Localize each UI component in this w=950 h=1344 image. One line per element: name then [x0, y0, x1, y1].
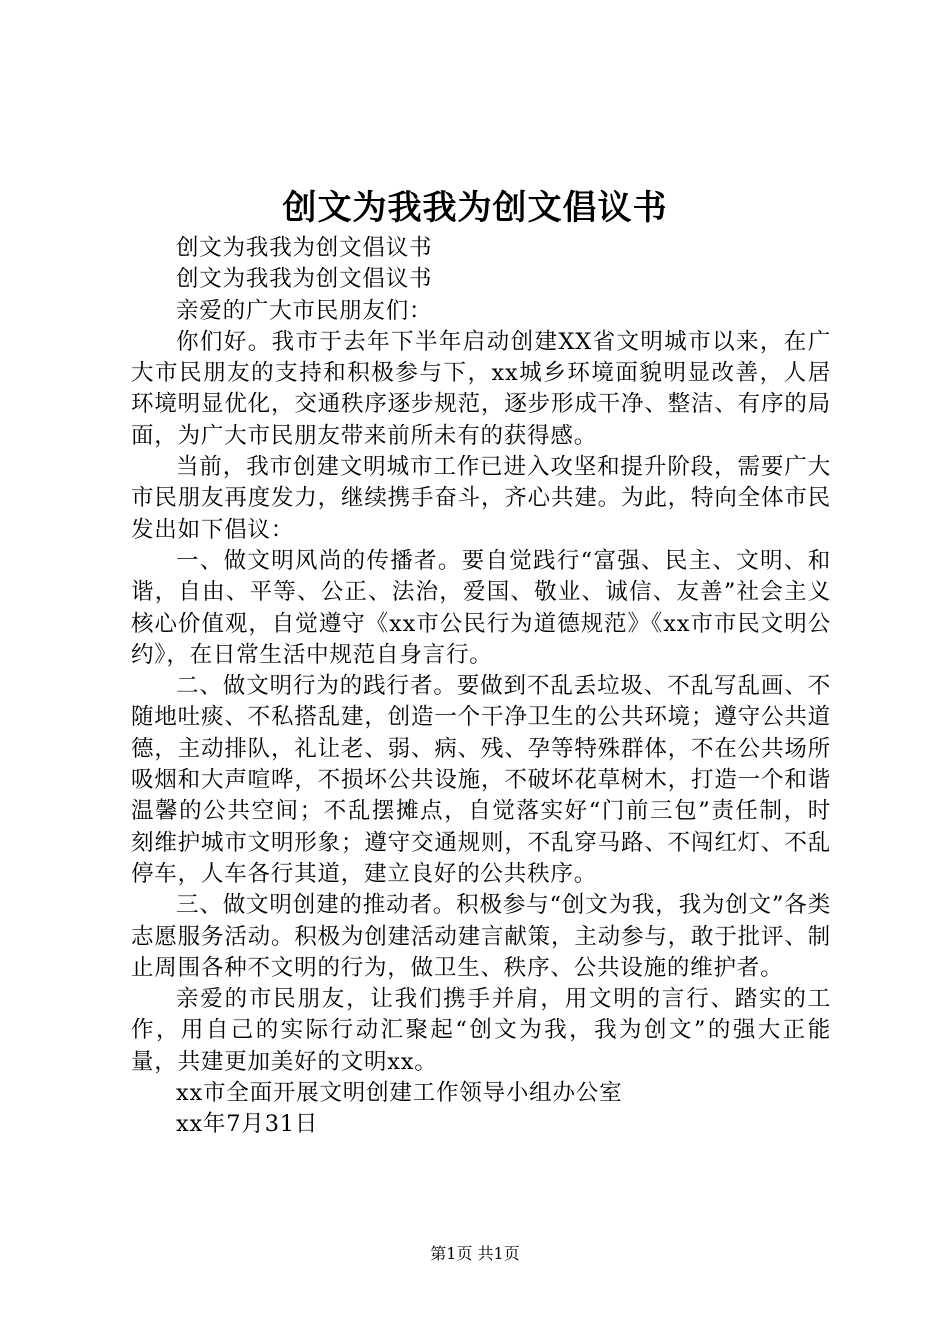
paragraph-proposal-1: 一、做文明风尚的传播者。要自觉践行“富强、民主、文明、和谐，自由、平等、公正、法治，爱国、敬业、诚信、友善”社会主义核心价值观，自觉遵守《xx市公民行为道德规范》《xx市市民文明公约》，在日常生活中规范自身言行。 [131, 547, 831, 668]
paragraph-proposal-3: 三、做文明创建的推动者。积极参与“创文为我，我为创文”各类志愿服务活动。积极为创建活动建言献策，主动参与，敢于批评、制止周围各种不文明的行为，做卫生、秩序、公共设施的维护者。 [131, 892, 831, 981]
paragraph-closing: 亲爱的市民朋友，让我们携手并肩，用文明的言行、踏实的工作，用自己的实际行动汇聚起“创文为我，我为创文”的强大正能量，共建更加美好的文明xx。 [131, 986, 831, 1075]
signature-date: xx年7月31日 [176, 1111, 319, 1138]
page-number-footer: 第1页 共1页 [430, 1244, 520, 1263]
paragraph-proposal-2: 二、做文明行为的践行者。要做到不乱丢垃圾、不乱写乱画、不随地吐痰、不私搭乱建，创造一个干净卫生的公共环境；遵守公共道德，主动排队，礼让老、弱、病、残、孕等特殊群体，不在公共场所吸烟和大声喧哗，不损坏公共设施，不破坏花草树木，打造一个和谐温馨的公共空间；不乱摆摊点，自觉落实好“门前三包”责任制，时刻维护城市文明形象；遵守交通规则，不乱穿马路、不闯红灯、不乱停车，人车各行其道，建立良好的公共秩序。 [131, 673, 831, 887]
subtitle-line-1: 创文为我我为创文倡议书 [176, 235, 433, 261]
subtitle-line-2: 创文为我我为创文倡议书 [176, 266, 433, 293]
paragraph-current-stage: 当前，我市创建文明城市工作已进入攻坚和提升阶段，需要广大市民朋友再度发力，继续携手奋斗，齐心共建。为此，特向全体市民发出如下倡议： [131, 454, 831, 543]
document-title: 创文为我我为创文倡议书 [282, 188, 668, 228]
document-body [131, 233, 831, 1141]
signature-office: xx市全面开展文明创建工作领导小组办公室 [176, 1080, 623, 1107]
salutation: 亲爱的广大市民朋友们： [176, 297, 433, 324]
paragraph-greeting: 你们好。我市于去年下半年启动创建XX省文明城市以来，在广大市民朋友的支持和积极参与下，xx城乡环境面貌明显改善，人居环境明显优化，交通秩序逐步规范，逐步形成干净、整洁、有序的局面，为广大市民朋友带来前所未有的获得感。 [131, 328, 831, 449]
